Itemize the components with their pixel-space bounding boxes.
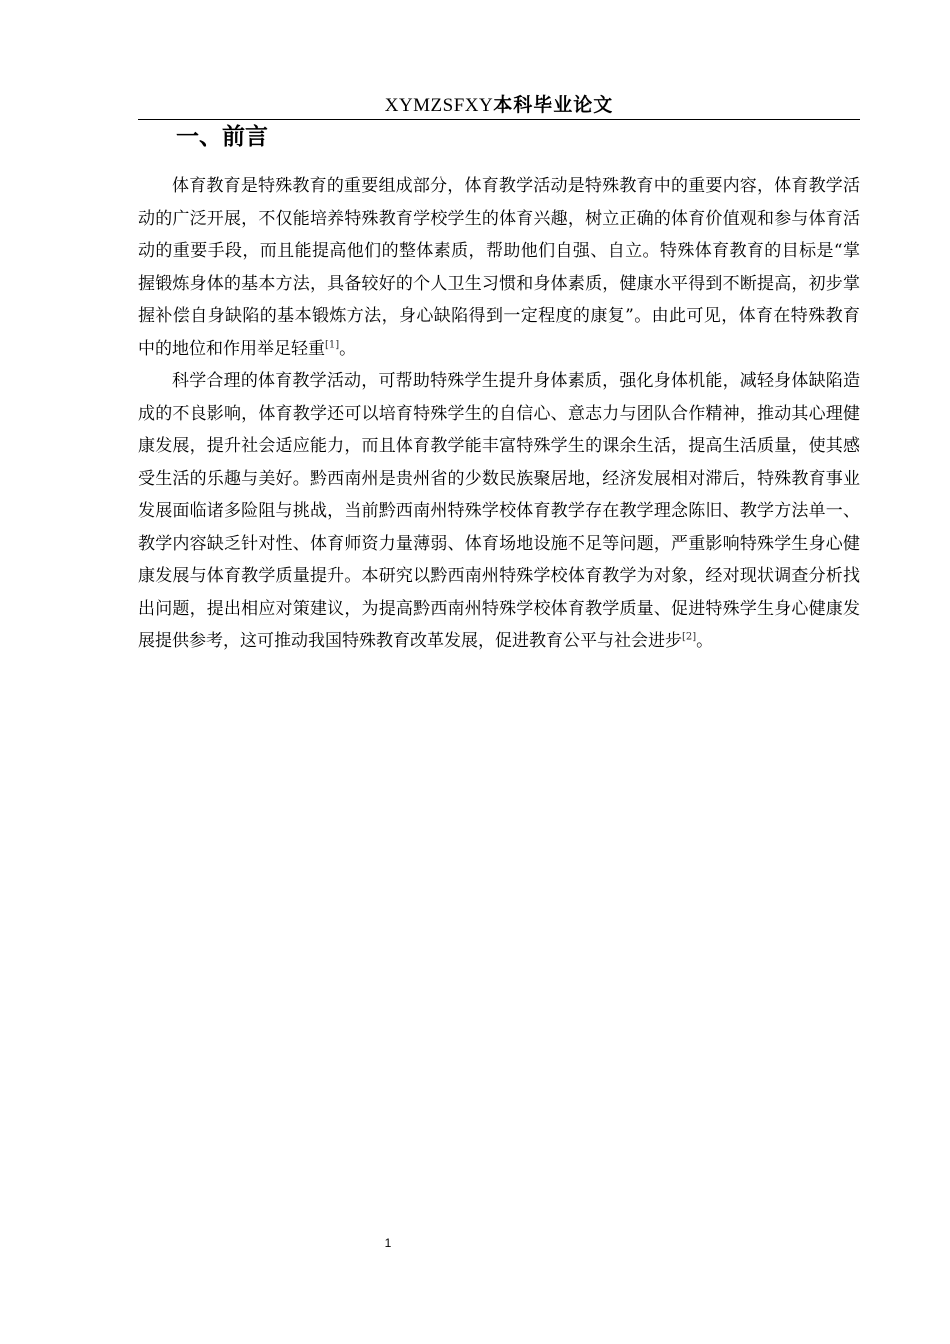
running-header: [138, 92, 860, 119]
citation-1: [1]: [325, 338, 340, 350]
paragraph-2-text: 科学合理的体育教学活动，可帮助特殊学生提升身体素质，强化身体机能，减轻身体缺陷造成的不良影响，体育教学还可以培育特殊学生的自信心、意志力与团队合作精神，推动其心理健康发展，提升社会适应能力，而且体育教学能丰富特殊学生的课余生活，提高生活质量，使其感受生活的乐趣与美好。黔西南州是贵州省的少数民族聚居地，经济发展相对滞后，特殊教育事业发展面临诸多险阻与挑战，当前黔西南州特殊学校体育教学存在教学理念陈旧、教学方法单一、教学内容缺乏针对性、体育师资力量薄弱、体育场地设施不足等问题，严重影响特殊学生身心健康发展与体育教学质量提升。本研究以黔西南州特殊学校体育教学为对象，经对现状调查分析找出问题，提出相应对策建议，为提高黔西南州特殊学校体育教学质量、促进特殊学生身心健康发展提供参考，这可推动我国特殊教育改革发展，促进教育公平与社会进步: [138, 371, 860, 651]
paragraph-2-end: 。: [696, 631, 714, 651]
paragraph-2: [138, 365, 860, 658]
paragraph-1-end: 。: [339, 338, 357, 359]
section-heading: 一、前言: [176, 124, 268, 150]
paragraph-1: [138, 170, 860, 365]
header-title: 本科毕业论文: [493, 94, 614, 116]
citation-2: [2]: [682, 631, 697, 643]
body-text: [138, 170, 860, 658]
paragraph-1-text: 体育教育是特殊教育的重要组成部分，体育教学活动是特殊教育中的重要内容，体育教学活动的广泛开展，不仅能培养特殊教育学校学生的体育兴趣，树立正确的体育价值观和参与体育活动的重要手段，而且能提高他们的整体素质，帮助他们自强、自立。特殊体育教育的目标是“掌握锻炼身体的基本方法，具备较好的个人卫生习惯和身体素质，健康水平得到不断提高，初步掌握补偿自身缺陷的基本锻炼方法，身心缺陷得到一定程度的康复”。由此可见，体育在特殊教育中的地位和作用举足轻重: [138, 176, 860, 359]
page-number: 1: [384, 1236, 392, 1250]
header-school-code: XYMZSFXY: [384, 95, 494, 116]
